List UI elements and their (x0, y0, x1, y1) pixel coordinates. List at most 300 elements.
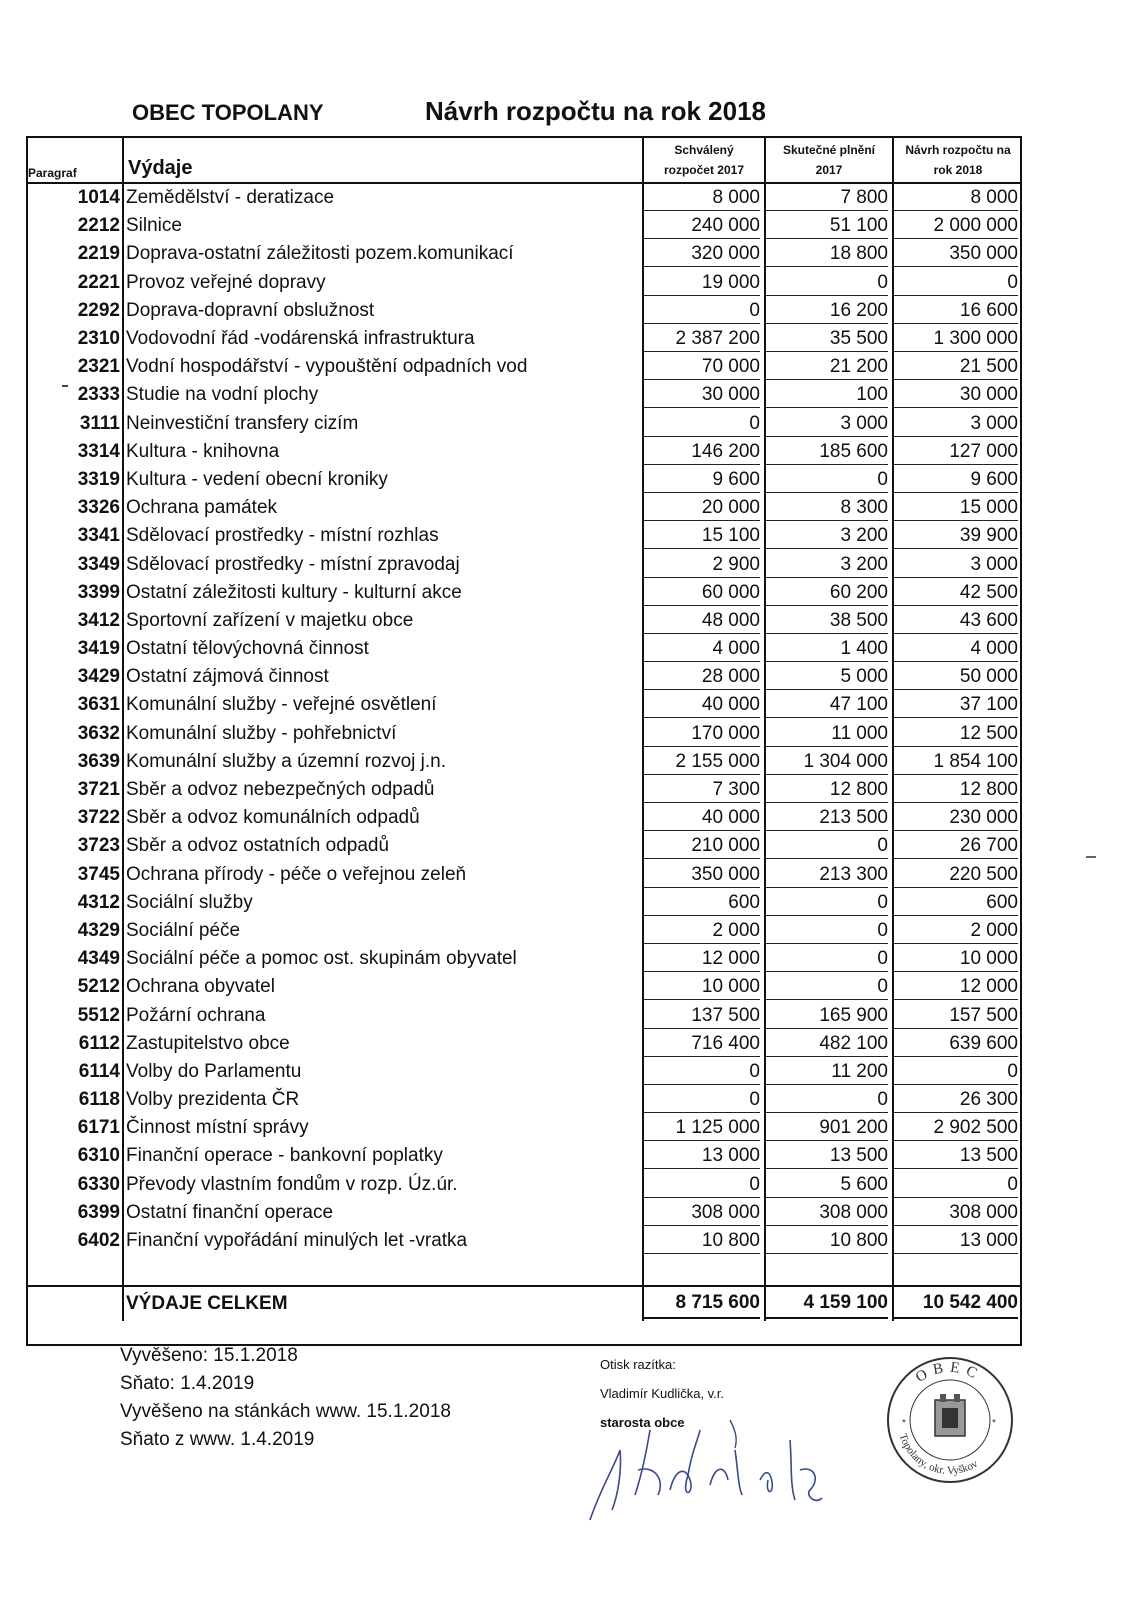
expense-name: Převody vlastním fondům v rozp. Úz.úr. (123, 1171, 643, 1199)
proposal-2018-value: 220 500 (894, 862, 1018, 888)
actual-2017-value: 3 200 (766, 552, 888, 578)
proposal-2018 (893, 832, 1022, 860)
proposal-2018 (893, 804, 1022, 832)
actual-2017-value: 21 200 (766, 354, 888, 380)
actual-2017 (765, 466, 893, 494)
paragraf-code: 4312 (77, 891, 120, 913)
table-row (26, 720, 1022, 748)
actual-2017-value: 213 500 (766, 805, 888, 831)
paragraf-code: 6310 (77, 1145, 120, 1167)
approved-2017-value: 28 000 (644, 664, 760, 690)
budget-table (26, 136, 1022, 1321)
table-row (26, 889, 1022, 917)
actual-2017 (765, 550, 893, 578)
table-header-row (26, 136, 1022, 183)
actual-2017 (765, 607, 893, 635)
table-row (26, 945, 1022, 973)
paragraf-code: 6112 (78, 1032, 120, 1054)
expense-name: Vodovodní řád -vodárenská infrastruktura (123, 325, 643, 353)
expense-name: Kultura - vedení obecní kroniky (123, 466, 643, 494)
paragraf-code: 3412 (77, 609, 120, 631)
proposal-2018-value: 127 000 (894, 439, 1018, 465)
actual-2017-value: 1 304 000 (766, 749, 888, 775)
proposal-2018-value: 2 902 500 (894, 1115, 1018, 1141)
approved-2017 (643, 945, 765, 973)
expense-name: Komunální služby - veřejné osvětlení (123, 691, 643, 719)
expense-name: Ochrana obyvatel (123, 973, 643, 1001)
signer-role: starosta obce (600, 1415, 685, 1430)
paragraf-code: 3639 (77, 750, 120, 772)
proposal-2018 (893, 438, 1022, 466)
actual-2017-value: 60 200 (766, 580, 888, 606)
proposal-2018-value: 26 700 (894, 833, 1018, 859)
actual-2017 (765, 1171, 893, 1199)
proposal-2018 (893, 353, 1022, 381)
approved-2017 (643, 522, 765, 550)
proposal-2018 (893, 297, 1022, 325)
column-header-navrh (893, 136, 1022, 183)
paragraf-code: 6171 (77, 1117, 120, 1139)
proposal-2018-value: 639 600 (894, 1031, 1018, 1057)
proposal-2018-value: 12 000 (894, 974, 1018, 1000)
approved-2017-value: 2 387 200 (644, 326, 760, 352)
approved-2017 (643, 776, 765, 804)
actual-2017-value: 51 100 (766, 213, 888, 239)
proposal-2018-value: 42 500 (894, 580, 1018, 606)
proposal-2018 (893, 522, 1022, 550)
actual-2017-value: 1 400 (766, 636, 888, 662)
actual-2017 (765, 973, 893, 1001)
paragraf-code: 3341 (77, 525, 120, 547)
proposal-2018-value: 12 500 (894, 721, 1018, 747)
proposal-2018-value: 0 (894, 270, 1018, 296)
table-row (26, 579, 1022, 607)
approved-2017 (643, 691, 765, 719)
table-row (26, 776, 1022, 804)
column-header-navrh-line1: Návrh rozpočtu na (905, 143, 1011, 157)
actual-2017 (765, 889, 893, 917)
approved-2017-value: 716 400 (644, 1031, 760, 1057)
proposal-2018 (893, 889, 1022, 917)
paragraf-code: 2292 (77, 299, 120, 321)
column-header-navrh-line2: rok 2018 (933, 163, 983, 177)
table-row (26, 832, 1022, 860)
total-actual-2017-value: 4 159 100 (766, 1289, 888, 1319)
blank-row (26, 1255, 1022, 1286)
total-label: VÝDAJE CELKEM (123, 1286, 643, 1321)
approved-2017 (643, 861, 765, 889)
approved-2017 (643, 550, 765, 578)
paragraf-code: 6399 (77, 1201, 120, 1223)
column-header-vydaje: Výdaje (123, 136, 643, 183)
proposal-2018 (893, 212, 1022, 240)
table-row (26, 353, 1022, 381)
proposal-2018-value: 37 100 (894, 692, 1018, 718)
table-row (26, 1030, 1022, 1058)
proposal-2018-value: 1 300 000 (894, 326, 1018, 352)
proposal-2018 (893, 410, 1022, 438)
approved-2017 (643, 353, 765, 381)
table-row (26, 410, 1022, 438)
paragraf-code: 3349 (77, 553, 120, 575)
proposal-2018 (893, 1030, 1022, 1058)
paragraf-code: 3631 (77, 694, 120, 716)
actual-2017-value: 5 000 (766, 664, 888, 690)
expense-name: Provoz veřejné dopravy (123, 269, 643, 297)
proposal-2018 (893, 1086, 1022, 1114)
paragraf-code: 2310 (77, 328, 120, 350)
expense-name: Sdělovací prostředky - místní zpravodaj (123, 550, 643, 578)
proposal-2018-value: 16 600 (894, 298, 1018, 324)
approved-2017-value: 0 (644, 411, 760, 437)
actual-2017 (765, 776, 893, 804)
proposal-2018 (893, 240, 1022, 268)
municipality-name: OBEC TOPOLANY (132, 100, 324, 125)
paragraf-code: 3319 (77, 468, 120, 490)
paragraf-code: 3111 (79, 412, 120, 434)
proposal-2018-value: 0 (894, 1059, 1018, 1085)
approved-2017-value: 0 (644, 1059, 760, 1085)
paragraf-code: 2219 (77, 243, 120, 265)
table-row (26, 325, 1022, 353)
approved-2017-value: 60 000 (644, 580, 760, 606)
approved-2017-value: 0 (644, 1172, 760, 1198)
approved-2017-value: 13 000 (644, 1143, 760, 1169)
expense-name: Doprava-dopravní obslužnost (123, 297, 643, 325)
proposal-2018-value: 308 000 (894, 1200, 1018, 1226)
actual-2017-value: 0 (766, 270, 888, 296)
paragraf-code: 3419 (77, 638, 120, 660)
actual-2017 (765, 804, 893, 832)
approved-2017-value: 15 100 (644, 523, 760, 549)
table-row (26, 381, 1022, 409)
approved-2017-value: 0 (644, 1087, 760, 1113)
actual-2017 (765, 1030, 893, 1058)
actual-2017-value: 308 000 (766, 1200, 888, 1226)
approved-2017 (643, 889, 765, 917)
proposal-2018 (893, 381, 1022, 409)
expense-name: Ostatní zájmová činnost (123, 663, 643, 691)
paragraf-code: 6118 (78, 1089, 120, 1111)
expense-name: Volby do Parlamentu (123, 1058, 643, 1086)
actual-2017 (765, 917, 893, 945)
approved-2017 (643, 720, 765, 748)
proposal-2018-value: 9 600 (894, 467, 1018, 493)
approved-2017 (643, 748, 765, 776)
approved-2017 (643, 804, 765, 832)
table-row (26, 1199, 1022, 1227)
paragraf-code: 4349 (77, 948, 120, 970)
approved-2017 (643, 579, 765, 607)
proposal-2018-value: 3 000 (894, 411, 1018, 437)
approved-2017 (643, 269, 765, 297)
approved-2017 (643, 1058, 765, 1086)
approved-2017 (643, 325, 765, 353)
proposal-2018-value: 2 000 (894, 918, 1018, 944)
expense-name: Komunální služby - pohřebnictví (123, 720, 643, 748)
approved-2017 (643, 212, 765, 240)
margin-dash (1086, 856, 1096, 858)
expense-name: Ostatní záležitosti kultury - kulturní akce (123, 579, 643, 607)
proposal-2018-value: 0 (894, 1172, 1018, 1198)
table-row (26, 748, 1022, 776)
approved-2017-value: 137 500 (644, 1003, 760, 1029)
approved-2017-value: 7 300 (644, 777, 760, 803)
expense-name: Ostatní finanční operace (123, 1199, 643, 1227)
expense-name: Sběr a odvoz ostatních odpadů (123, 832, 643, 860)
approved-2017-value: 30 000 (644, 382, 760, 408)
column-header-skutecne-line1: Skutečné plnění (782, 143, 876, 157)
proposal-2018-value: 600 (894, 890, 1018, 916)
table-row (26, 212, 1022, 240)
actual-2017-value: 7 800 (766, 185, 888, 211)
actual-2017-value: 185 600 (766, 439, 888, 465)
stamp-label: Otisk razítka: (600, 1357, 676, 1372)
approved-2017 (643, 1171, 765, 1199)
actual-2017 (765, 297, 893, 325)
proposal-2018 (893, 973, 1022, 1001)
approved-2017-value: 2 000 (644, 918, 760, 944)
approved-2017-value: 19 000 (644, 270, 760, 296)
proposal-2018 (893, 945, 1022, 973)
actual-2017 (765, 240, 893, 268)
expense-name: Zemědělství - deratizace (123, 183, 643, 212)
proposal-2018 (893, 1171, 1022, 1199)
table-row (26, 1142, 1022, 1170)
actual-2017-value: 0 (766, 946, 888, 972)
actual-2017 (765, 720, 893, 748)
approved-2017-value: 8 000 (644, 185, 760, 211)
paragraf-code: 3745 (77, 863, 120, 885)
approved-2017 (643, 240, 765, 268)
table-row (26, 297, 1022, 325)
paragraf-code: 3429 (77, 666, 120, 688)
proposal-2018-value: 50 000 (894, 664, 1018, 690)
table-row (26, 522, 1022, 550)
total-proposal-2018-value: 10 542 400 (894, 1289, 1018, 1319)
actual-2017 (765, 663, 893, 691)
proposal-2018-value: 12 800 (894, 777, 1018, 803)
actual-2017-value: 11 200 (766, 1059, 888, 1085)
proposal-2018 (893, 325, 1022, 353)
proposal-2018-value: 2 000 000 (894, 213, 1018, 239)
actual-2017 (765, 1227, 893, 1255)
column-header-schvaleny (643, 136, 765, 183)
paragraf-code: 5512 (77, 1004, 120, 1026)
actual-2017 (765, 494, 893, 522)
approved-2017-value: 350 000 (644, 862, 760, 888)
approved-2017 (643, 1001, 765, 1029)
approved-2017-value: 40 000 (644, 805, 760, 831)
actual-2017 (765, 1058, 893, 1086)
proposal-2018 (893, 635, 1022, 663)
approved-2017-value: 10 800 (644, 1228, 760, 1254)
actual-2017 (765, 522, 893, 550)
proposal-2018 (893, 917, 1022, 945)
actual-2017 (765, 381, 893, 409)
approved-2017 (643, 410, 765, 438)
paragraf-code: 6114 (78, 1060, 120, 1082)
paragraf-code: 6330 (77, 1173, 120, 1195)
total-approved-2017-value: 8 715 600 (644, 1289, 760, 1319)
paragraf-code: 3326 (77, 497, 120, 519)
paragraf-code: 3314 (77, 440, 120, 462)
table-row (26, 635, 1022, 663)
column-header-skutecne (765, 136, 893, 183)
approved-2017-value: 146 200 (644, 439, 760, 465)
actual-2017-value: 482 100 (766, 1031, 888, 1057)
expense-name: Sdělovací prostředky - místní rozhlas (123, 522, 643, 550)
proposal-2018 (893, 748, 1022, 776)
proposal-2018 (893, 494, 1022, 522)
expense-name: Ochrana přírody - péče o veřejnou zeleň (123, 861, 643, 889)
actual-2017-value: 0 (766, 467, 888, 493)
approved-2017 (643, 438, 765, 466)
approved-2017 (643, 663, 765, 691)
expense-name: Doprava-ostatní záležitosti pozem.komunikací (123, 240, 643, 268)
total-approved-2017 (643, 1286, 765, 1321)
actual-2017 (765, 212, 893, 240)
actual-2017-value: 0 (766, 918, 888, 944)
actual-2017 (765, 438, 893, 466)
paragraf-code: 3721 (77, 779, 120, 801)
approved-2017-value: 20 000 (644, 495, 760, 521)
proposal-2018-value: 30 000 (894, 382, 1018, 408)
actual-2017 (765, 861, 893, 889)
removed-date: Sňato: 1.4.2019 (120, 1373, 255, 1394)
proposal-2018 (893, 1199, 1022, 1227)
approved-2017-value: 12 000 (644, 946, 760, 972)
proposal-2018 (893, 466, 1022, 494)
expense-name: Vodní hospodářství - vypouštění odpadních vod (123, 353, 643, 381)
actual-2017-value: 18 800 (766, 241, 888, 267)
expense-name: Finanční operace - bankovní poplatky (123, 1142, 643, 1170)
table-row (26, 240, 1022, 268)
table-row (26, 269, 1022, 297)
actual-2017 (765, 579, 893, 607)
proposal-2018 (893, 269, 1022, 297)
approved-2017 (643, 1114, 765, 1142)
table-row (26, 804, 1022, 832)
proposal-2018-value: 230 000 (894, 805, 1018, 831)
removed-web-date: Sňato z www. 1.4.2019 (120, 1429, 315, 1450)
proposal-2018 (893, 1142, 1022, 1170)
handwritten-signature (560, 1410, 860, 1530)
approved-2017 (643, 1227, 765, 1255)
expense-name: Neinvestiční transfery cizím (123, 410, 643, 438)
expense-name: Sociální péče a pomoc ost. skupinám obyvatel (123, 945, 643, 973)
paragraf-code: 2212 (77, 215, 120, 237)
table-row (26, 973, 1022, 1001)
expense-name: Ochrana památek (123, 494, 643, 522)
table-row (26, 1086, 1022, 1114)
actual-2017-value: 0 (766, 890, 888, 916)
approved-2017-value: 1 125 000 (644, 1115, 760, 1141)
proposal-2018 (893, 183, 1022, 212)
posted-date: Vyvěšeno: 15.1.2018 (120, 1345, 298, 1366)
proposal-2018 (893, 1001, 1022, 1029)
table-row (26, 183, 1022, 212)
approved-2017-value: 9 600 (644, 467, 760, 493)
proposal-2018-value: 21 500 (894, 354, 1018, 380)
actual-2017 (765, 269, 893, 297)
svg-text:*: * (902, 1418, 906, 1429)
approved-2017-value: 210 000 (644, 833, 760, 859)
total-row (26, 1286, 1022, 1321)
approved-2017-value: 48 000 (644, 608, 760, 634)
actual-2017 (765, 748, 893, 776)
signer-name: Vladimír Kudlička, v.r. (600, 1386, 725, 1401)
expense-name: Sběr a odvoz nebezpečných odpadů (123, 776, 643, 804)
expense-name: Komunální služby a územní rozvoj j.n. (123, 748, 643, 776)
approved-2017-value: 4 000 (644, 636, 760, 662)
table-row (26, 917, 1022, 945)
table-row (26, 663, 1022, 691)
table-row (26, 1171, 1022, 1199)
column-header-schvaleny-line1: Schválený (674, 143, 734, 157)
table-row (26, 607, 1022, 635)
actual-2017-value: 100 (766, 382, 888, 408)
posting-info (120, 1342, 451, 1454)
actual-2017-value: 3 000 (766, 411, 888, 437)
approved-2017 (643, 1086, 765, 1114)
actual-2017-value: 213 300 (766, 862, 888, 888)
paragraf-code: 5212 (77, 976, 120, 998)
approved-2017 (643, 607, 765, 635)
proposal-2018 (893, 550, 1022, 578)
paragraf-code: 2333 (77, 384, 120, 406)
table-row (26, 1058, 1022, 1086)
expense-name: Činnost místní správy (123, 1114, 643, 1142)
paragraf-code: 6402 (77, 1230, 120, 1252)
svg-text:Topolany, okr. Vyškov (897, 1432, 981, 1477)
actual-2017-value: 5 600 (766, 1172, 888, 1198)
approved-2017 (643, 1142, 765, 1170)
proposal-2018-value: 350 000 (894, 241, 1018, 267)
actual-2017 (765, 1001, 893, 1029)
proposal-2018 (893, 720, 1022, 748)
proposal-2018 (893, 1227, 1022, 1255)
posted-web-date: Vyvěšeno na stánkách www. 15.1.2018 (120, 1401, 451, 1422)
proposal-2018 (893, 861, 1022, 889)
approved-2017 (643, 381, 765, 409)
actual-2017-value: 11 000 (766, 721, 888, 747)
proposal-2018-value: 13 500 (894, 1143, 1018, 1169)
official-seal (880, 1350, 1020, 1490)
approved-2017-value: 2 155 000 (644, 749, 760, 775)
column-header-schvaleny-line2: rozpočet 2017 (663, 163, 745, 177)
approved-2017 (643, 494, 765, 522)
approved-2017 (643, 832, 765, 860)
actual-2017 (765, 183, 893, 212)
proposal-2018-value: 10 000 (894, 946, 1018, 972)
approved-2017-value: 600 (644, 890, 760, 916)
total-proposal-2018 (893, 1286, 1022, 1321)
proposal-2018 (893, 663, 1022, 691)
actual-2017 (765, 325, 893, 353)
actual-2017 (765, 832, 893, 860)
proposal-2018-value: 13 000 (894, 1228, 1018, 1254)
table-row (26, 691, 1022, 719)
proposal-2018-value: 1 854 100 (894, 749, 1018, 775)
paragraf-code: 4329 (77, 919, 120, 941)
table-row (26, 1227, 1022, 1255)
actual-2017-value: 8 300 (766, 495, 888, 521)
table-row (26, 1114, 1022, 1142)
approved-2017-value: 170 000 (644, 721, 760, 747)
proposal-2018 (893, 607, 1022, 635)
approved-2017 (643, 917, 765, 945)
